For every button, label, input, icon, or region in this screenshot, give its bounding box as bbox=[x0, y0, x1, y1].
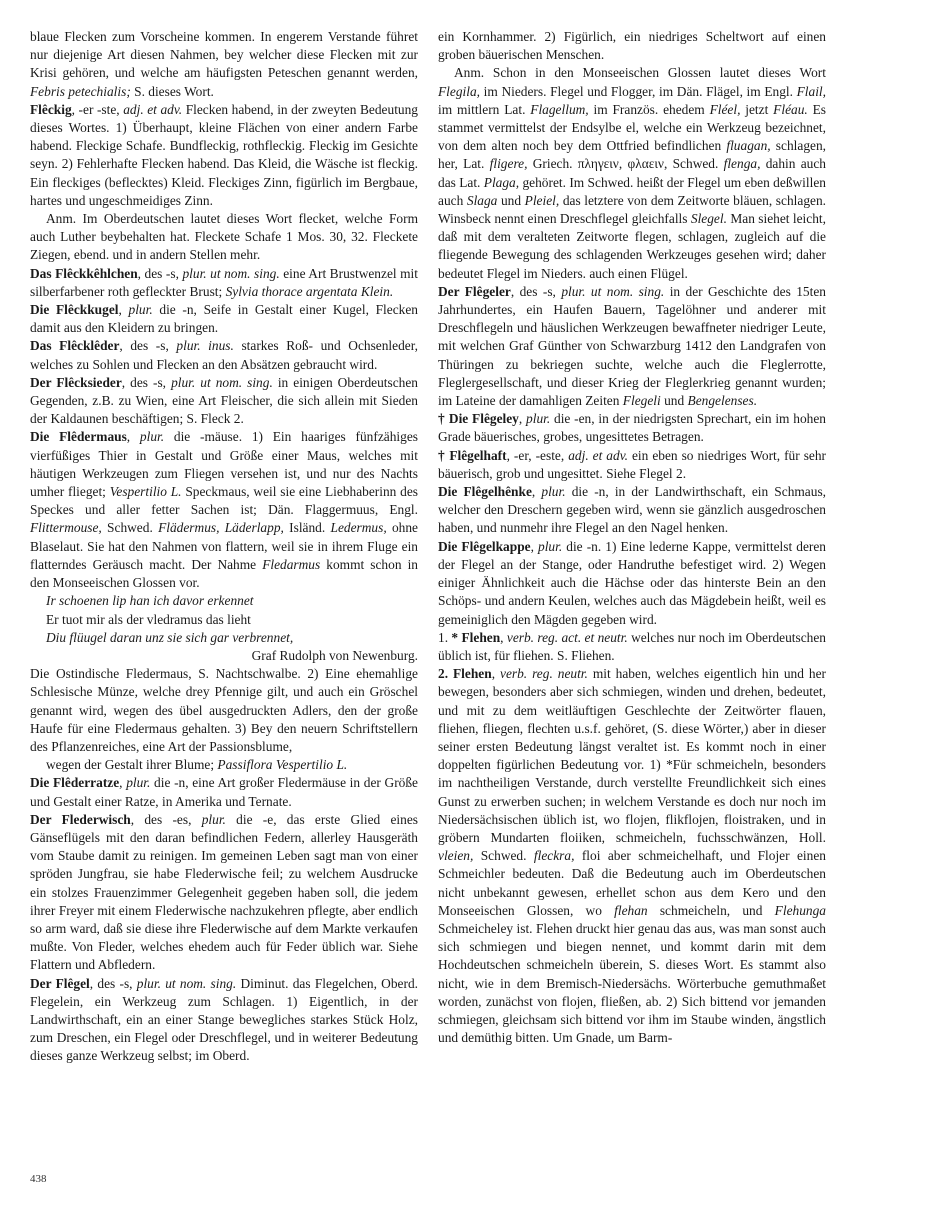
italic-term: Pleiel, bbox=[524, 192, 560, 208]
italic-term: Ledermus, bbox=[330, 520, 387, 536]
entry-text: Flecken habend, in der zweyten Bedeutung dieses Wortes. 1) Überhaupt, kleine Flächen von einer andern Farbe habend. Fleckige Schafe. Bundfleckig, rothfleckig. Fleckig im Gesichte seyn. 2) Fehlerhafte Flecken habend. Das Kleid, die Wäsche ist fleckig. Ein fleckiges (beflecktes) Kleid. Fleckiges Zinn, figürlich im Bergbaue, hartes und ungeschmeidiges Zinn. bbox=[30, 101, 418, 208]
headword: Die Flêdermaus bbox=[30, 429, 127, 445]
headword: Die Flêgelhênke bbox=[438, 484, 532, 500]
dictionary-page bbox=[30, 28, 825, 1178]
entry-paragraph bbox=[438, 665, 826, 1047]
entry-text: Graf Rudolph von Newenburg. bbox=[251, 647, 418, 663]
entry-text: im Französ. ehedem bbox=[588, 101, 710, 117]
entry-text: Anm. Schon in den Monseeischen Glossen lautet dieses Wort bbox=[454, 65, 826, 81]
entry-text: die -n, in der Landwirthschaft, ein Schmaus, welcher den Dreschern gegeben wird, wenn sie gänzlich ausgedroschen haben, und nunmehr ihre Flegel an den Nagel henken. bbox=[438, 484, 827, 536]
entry-text: , des -s, bbox=[119, 338, 177, 354]
entry-paragraph bbox=[438, 447, 826, 483]
entry-text: Man siehet leicht, daß mit dem veralteten Zeitworte flegen, schlagen, zugleich auf die fliegende Bewegung des schlagenden Werkzeuges gesehen wird; daher bedeutet Flegel im Nieders. auch einen Flügel. bbox=[438, 211, 826, 281]
entry-text: kommt schon in den Monseeischen Glossen vor. bbox=[30, 556, 418, 591]
entry-text: , bbox=[518, 411, 527, 427]
entry-text: ohne Blaselaut. Sie hat den Nahmen von flattern, weil sie in ihrem Fluge ein flatterndes Geräusch macht. Der Nahme bbox=[30, 520, 418, 572]
entry-text: , bbox=[491, 666, 500, 682]
italic-term: Slaga bbox=[466, 192, 498, 208]
italic-term: plur. inus. bbox=[176, 338, 234, 354]
entry-text: , -er, -este, bbox=[506, 447, 569, 463]
entry-paragraph bbox=[438, 283, 826, 410]
entry-text: Speckmaus, weil sie eine Liebhaberinn des Speckes und aller fetter Sachen ist; Dän. Flaggermuus, Engl. bbox=[30, 484, 419, 518]
italic-term: plur. bbox=[139, 429, 165, 445]
italic-term: Sylvia thorace argentata Klein. bbox=[225, 283, 394, 299]
entry-text: im mittlern Lat. bbox=[438, 101, 531, 117]
italic-term: Vespertilio L. bbox=[109, 484, 182, 500]
entry-paragraph bbox=[438, 64, 826, 282]
entry-paragraph bbox=[30, 428, 418, 592]
italic-term: plur. ut nom. sing. bbox=[136, 975, 237, 991]
entry-paragraph bbox=[46, 756, 418, 774]
entry-text: Diminut. das Flegelchen, Oberd. Flegelein, ein Werkzeug zum Schlagen. 1) Eigentlich, in der Landwirthschaft, ein an einer Stange bewegliches starkes Stück Holz, zum Dreschen, ein Flegel oder Dreschflegel, und in weiterer Bedeutung dieses ganze Werkzeug selbst; im Oberd. bbox=[30, 975, 418, 1064]
headword: Der Flêgel bbox=[30, 975, 90, 991]
entry-paragraph bbox=[30, 811, 418, 975]
entry-text: blaue Flecken zum Vorscheine kommen. In engerem Verstande führet nur diejenige Art diesen Nahmen, bey welcher diese Flecken mit zur Krisi gehören, und welche am häufigsten Peteschen genannt werden, bbox=[30, 29, 418, 81]
italic-term: vleien, bbox=[438, 848, 474, 864]
entry-text: , bbox=[118, 302, 129, 318]
italic-term: Fledarmus bbox=[262, 556, 321, 572]
italic-term: plur. bbox=[201, 811, 226, 827]
entry-text: ein Kornhammer. 2) Figürlich, ein niedriges Scheltwort auf einen groben bäuerischen Menschen. bbox=[438, 29, 826, 63]
entry-text: die -en, in der niedrigsten Sprechart, ein im hohen Grade bäuerisches, grobes, ungesittetes Betragen. bbox=[438, 411, 826, 445]
entry-text: Er tuot mir als der vledramus das lieht bbox=[46, 611, 251, 627]
italic-term: fligere, bbox=[489, 156, 528, 172]
entry-text: schmeicheln, und bbox=[647, 902, 775, 918]
entry-text: , des -s, bbox=[121, 374, 172, 390]
italic-term: plur. ut nom. sing. bbox=[561, 283, 665, 299]
headword: Der Flêgeler bbox=[438, 283, 511, 299]
italic-term: Bengelenses. bbox=[687, 393, 758, 409]
headword: Die Flêgelkappe bbox=[438, 538, 531, 554]
entry-text: die -n, eine Art großer Fledermäuse in der Größe und Gestalt einer Ratze, in Amerika und Ternate. bbox=[30, 775, 418, 809]
entry-text: starkes Roß- und Ochsenleder, welches zu Sohlen und Flecken an den Absätzen gebraucht wird. bbox=[30, 338, 419, 372]
italic-term: fluagan, bbox=[726, 138, 771, 154]
italic-term: Febris petechialis; bbox=[30, 83, 131, 99]
entry-text: welches nur noch im Oberdeutschen üblich ist, für fliehen. S. Fliehen. bbox=[438, 629, 826, 663]
headword: Der Flêcksieder bbox=[30, 374, 122, 390]
entry-text: Anm. Im Oberdeutschen lautet dieses Wort flecket, welche Form auch Luther beybehalten hat. Fleckete Schafe 1 Mos. 30, 32. Fleckete Ziegen, ebend. und in andern Stellen mehr. bbox=[30, 211, 418, 263]
italic-term: plur. bbox=[526, 411, 551, 427]
entry-paragraph bbox=[46, 611, 418, 629]
entry-paragraph bbox=[30, 374, 418, 429]
entry-text: Die Ostindische Fledermaus, S. Nachtschwalbe. 2) Eine ehemahlige Schlesische Münze, welche drey Pfennige gilt, und auch ein Gröschel genannt wird, wegen des übel ausgedruckten Adlers, den der große Haufe für eine Fledermaus gehalten. 3) Bey den neuern Schriftstellern des Pflanzenreiches, eine Art der Passionsblume, bbox=[30, 666, 418, 754]
entry-text: , des -s, bbox=[510, 283, 562, 299]
entry-paragraph bbox=[30, 975, 418, 1066]
entry-text: Diu flüugel daran unz sie sich gar verbrennet, bbox=[46, 629, 294, 645]
entry-paragraph bbox=[30, 665, 418, 756]
page-number: 438 bbox=[30, 1173, 47, 1185]
entry-text: S. dieses Wort. bbox=[130, 83, 214, 99]
italic-term: flehan bbox=[614, 902, 648, 918]
italic-term: plur. bbox=[126, 775, 151, 791]
headword: † Flêgelhaft bbox=[438, 447, 507, 463]
entry-text: und bbox=[660, 393, 688, 409]
entry-text: die -e, das erste Glied eines Gänseflügels mit den daran befindlichen Federn, allerley Hausgeräth vom Staube damit zu reinigen. Im gemeinen Leben sagt man von einer spröden Jungfrau, sie habe Flederwische feil; zu welchem Ausdrucke ein stolzes Frauenzimmer Gelegenheit gegeben haben soll, die jedem ihrer Freyer mit einem Flederwische nachzukehren pflegte, aber endlich so arm ward, daß sie diese ihre Flederwische auf dem Markte verkaufen mußte. Von Fleder, welches ehedem auch für Feder üblich war. Siehe Flattern und Abfledern. bbox=[30, 811, 418, 973]
headword: † Die Flêgeley bbox=[438, 411, 519, 427]
italic-term: Flegeli bbox=[622, 393, 661, 409]
entry-text: 1. bbox=[438, 629, 452, 645]
entry-text: Schwed. bbox=[101, 520, 159, 536]
italic-term: Flehunga bbox=[774, 902, 826, 918]
entry-text: Schwed. bbox=[473, 848, 534, 864]
italic-term: plur. ut nom. sing. bbox=[182, 265, 280, 281]
headword: Die Flêckkugel bbox=[30, 302, 119, 318]
italic-term: verb. reg. neutr. bbox=[500, 666, 588, 682]
italic-term: Plaga, bbox=[483, 174, 520, 190]
entry-text: dahin auch das Lat. bbox=[438, 156, 826, 190]
headword: Flêckig bbox=[30, 101, 72, 117]
left-column bbox=[30, 28, 418, 1066]
entry-text: mit haben, welches eigentlich hin und her bewegen, besonders aber sich schmiegen, winden und drehen, bedeutet, und mit zu dem weitläuftigen Geschlechte der Zeitwörter flauen, fliehen, fliegen, flechten u.s.f. gehöret, (S. diese Wörter,) aber in dieser seiner ersten Bedeutung längst veraltet ist. Es kommt noch in einer doppelten figürlichen Bedeutung vor. 1) *Für schmeicheln, besonders im nachtheiligen Verstande, durch verstellte Freundlichkeit sich eines Gunst zu erwerben suchen; in welchem Verstande es doch nur noch im Niedersächsischen üblich ist, wo flojen, flikflojen, floistraken, und in gröbern Mundarten floiiken, schmeicheln, fuchsschwänzen, Holl. bbox=[438, 666, 826, 845]
entry-text: gehöret. Im Schwed. heißt der Flegel um eben deßwillen auch bbox=[438, 174, 826, 208]
entry-text: , bbox=[531, 484, 542, 500]
italic-term: Fléel, bbox=[709, 101, 741, 117]
entry-text: , bbox=[530, 538, 539, 554]
italic-term: adj. et adv. bbox=[568, 447, 628, 463]
entry-paragraph bbox=[30, 774, 418, 810]
italic-term: plur. bbox=[128, 302, 153, 318]
entry-paragraph bbox=[30, 28, 418, 101]
entry-text: , des -s, bbox=[89, 975, 137, 991]
entry-paragraph bbox=[30, 101, 418, 210]
entry-text: , des -s, bbox=[137, 265, 183, 281]
entry-text: Isländ. bbox=[283, 520, 331, 536]
entry-text: in einigen Oberdeutschen Gegenden, z.B. zu Wien, eine Art Fleischer, die sich allein mit Sieden der Kaldaunen beschäftigen; S. Fleck 2. bbox=[30, 374, 418, 427]
entry-paragraph bbox=[46, 629, 418, 647]
right-column bbox=[438, 28, 826, 1047]
italic-term: fleckra, bbox=[533, 848, 575, 864]
entry-paragraph bbox=[30, 210, 418, 265]
entry-text: floi aber schmeichelhaft, und Flojer einen Schmeichler bedeuten. Daß die Bedeutung auch im Oberdeutschen nicht unbekannt gewesen, erhellet schon aus dem Kero und den Monseeischen Glossen, wo bbox=[438, 848, 826, 918]
italic-term: Fléau. bbox=[773, 101, 808, 117]
entry-text: Ir schoenen lip han ich davor erkennet bbox=[46, 593, 254, 609]
entry-text: , des -es, bbox=[130, 811, 202, 827]
italic-term: Flädermus, Läderlapp, bbox=[158, 520, 284, 536]
entry-text: die -n. 1) Eine lederne Kappe, vermittelst deren der Flegel an der Stange, oder Handruthe befestiget wird. 2) Wegen einiger Ähnlichkeit auch die Hächse oder das hinterste Bein an den Schöps- und andern Keulen, welches auch das Mägdebein heißt, weil es gemeiniglich den Mägden gegeben wird. bbox=[438, 538, 826, 627]
headword: Die Flêderratze bbox=[30, 775, 120, 791]
entry-text: und bbox=[497, 192, 525, 208]
entry-paragraph bbox=[46, 592, 418, 610]
italic-term: adj. et adv. bbox=[123, 101, 183, 117]
entry-paragraph bbox=[438, 410, 826, 446]
entry-text: jetzt bbox=[740, 101, 774, 117]
italic-term: plur. ut nom. sing. bbox=[171, 374, 273, 390]
entry-text: ein eben so niedriges Wort, für sehr bäuerisch, grob und ungesittet. Siehe Flegel 2. bbox=[438, 447, 826, 481]
entry-text: wegen der Gestalt ihrer Blume; bbox=[46, 757, 218, 773]
headword: * Flehen bbox=[451, 629, 501, 645]
entry-text: eine Art Brustwenzel mit silberfarbener roth gefleckter Brust; bbox=[30, 265, 418, 299]
entry-text: Schmeicheley ist. Flehen druckt hier genau das aus, was man sonst auch sich schmiegen und biegen nennet, und kommt darin mit dem Hochdeutschen schmeicheln überein, S. dieses Wort. Es stammt also nicht, wie in dem Bremisch-Niedersächs. Wörterbuche gemuthmaßet worden, zunächst von flojen, fließen, ab. 2) Sich bittend vor jemanden schmiegen, gleichsam sich bittend vor ihm im Staube winden, ängstlich und demüthig bitten. Um Gnade, um Barm- bbox=[438, 920, 826, 1046]
entry-text: das letztere von dem Zeitworte bläuen, schlagen. Winsbeck nennt einen Dreschflegel gleichfalls bbox=[438, 192, 827, 227]
entry-text: , bbox=[500, 629, 507, 645]
entry-text: die -mäuse. 1) Ein haariges fünfzähiges vierfüßiges Thier in Gestalt und Größe einer Maus, welches mit häutigen Werkzeugen zum Fliegen versehen ist, und nur des Nachts umher flieget; bbox=[30, 429, 418, 500]
headword: 2. Flehen bbox=[438, 666, 492, 682]
entry-text: die -n, Seife in Gestalt einer Kugel, Flecken damit aus den Kleidern zu bringen. bbox=[30, 302, 418, 336]
entry-text: , -er -ste, bbox=[71, 101, 124, 117]
italic-term: verb. reg. act. et neutr. bbox=[506, 629, 628, 645]
headword: Das Flêcklêder bbox=[30, 338, 120, 354]
italic-term: Flail, bbox=[796, 83, 826, 99]
entry-text: , bbox=[119, 775, 127, 791]
entry-paragraph bbox=[30, 647, 418, 665]
entry-paragraph bbox=[30, 337, 418, 373]
headword: Der Flederwisch bbox=[30, 811, 131, 827]
entry-paragraph bbox=[30, 301, 418, 337]
entry-text: in der Geschichte des 15ten Jahrhundertes, ein Haufen Bauern, Tagelöhner und anderer mit Dreschflegeln und häuslichen Werkzeugen bewaffneter niedriger Leute, mit welchen Graf Günther von Schwarzburg 1412 den Landgrafen von Thüringen zu bekriegen suchte, welche auch die Fleglerrotte, Fleglergesellschaft, und dieser Krieg der Fleglerkrieg genannt wurden; im Lateine der damahligen Zeiten bbox=[438, 283, 826, 409]
headword: Das Flêckkêhlchen bbox=[30, 265, 138, 281]
entry-paragraph bbox=[438, 28, 826, 64]
entry-text: Es stammet vermittelst der Endsylbe el, welche ein Werkzeug bezeichnet, von dem alten noch bey dem Ottfried befindlichen bbox=[438, 101, 827, 154]
entry-paragraph bbox=[30, 265, 418, 301]
entry-text: Griech. πληγειν, φλαειν, Schwed. bbox=[527, 156, 724, 172]
italic-term: flenga, bbox=[723, 156, 761, 172]
italic-term: Flagellum, bbox=[530, 101, 589, 117]
italic-term: Slegel. bbox=[690, 211, 727, 227]
italic-term: Flegila, bbox=[438, 83, 481, 99]
italic-term: Flittermouse, bbox=[30, 520, 102, 536]
entry-paragraph bbox=[438, 538, 826, 629]
entry-paragraph bbox=[438, 629, 826, 665]
entry-paragraph bbox=[438, 483, 826, 538]
italic-term: Passiflora Vespertilio L. bbox=[217, 757, 348, 773]
entry-text: , bbox=[126, 429, 140, 445]
italic-term: plur. bbox=[538, 538, 563, 554]
entry-text: schlagen, her, Lat. bbox=[438, 138, 827, 172]
entry-text: im Nieders. Flegel und Flogger, im Dän. Flägel, im Engl. bbox=[480, 83, 797, 99]
italic-term: plur. bbox=[541, 484, 566, 500]
